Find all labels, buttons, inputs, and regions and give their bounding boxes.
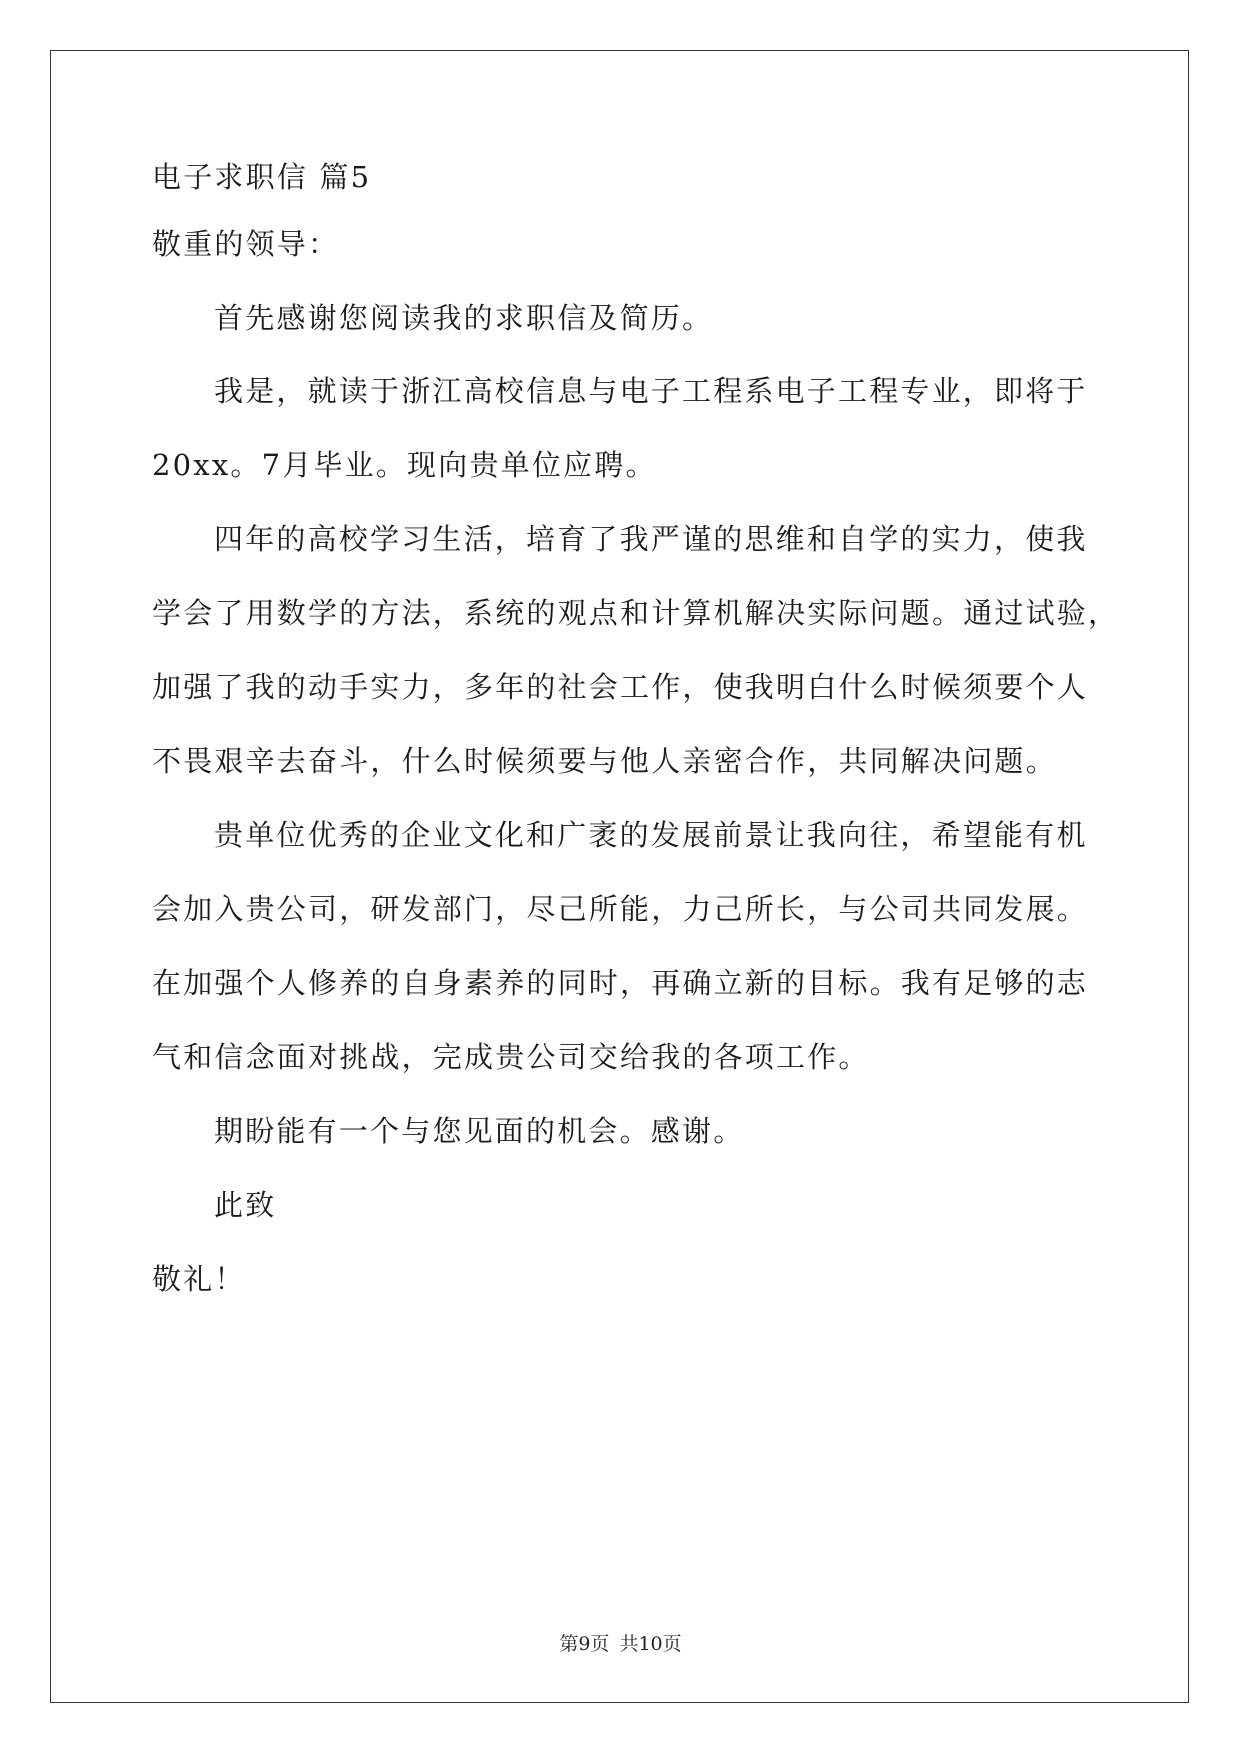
paragraph-line: 加强了我的动手实力，多年的社会工作，使我明白什么时候须要个人 <box>152 670 1089 704</box>
paragraph-line: 首先感谢您阅读我的求职信及简历。 <box>214 301 714 335</box>
document-title: 电子求职信 篇5 <box>152 160 372 194</box>
paragraph-line: 贵单位优秀的企业文化和广袤的发展前景让我向往，希望能有机 <box>214 818 1088 852</box>
paragraph-line: 四年的高校学习生活，培育了我严谨的思维和自学的实力，使我 <box>214 522 1088 556</box>
paragraph-line: 在加强个人修养的自身素养的同时，再确立新的目标。我有足够的志 <box>152 966 1089 1000</box>
paragraph-line: 20xx。7月毕业。现向贵单位应聘。 <box>152 448 657 482</box>
salutation: 敬重的领导： <box>152 227 340 261</box>
page-footer <box>0 1632 1241 1656</box>
paragraph-line: 此致 <box>214 1188 277 1222</box>
closing: 敬礼！ <box>152 1262 246 1296</box>
page-number: 第9页 <box>559 1633 610 1655</box>
paragraph-line: 我是，就读于浙江高校信息与电子工程系电子工程专业，即将于 <box>214 374 1088 408</box>
paragraph-line: 气和信念面对挑战，完成贵公司交给我的各项工作。 <box>152 1040 870 1074</box>
paragraph-line: 不畏艰辛去奋斗，什么时候须要与他人亲密合作，共同解决问题。 <box>152 744 1057 778</box>
total-pages: 共10页 <box>619 1633 682 1655</box>
paragraph-line: 期盼能有一个与您见面的机会。感谢。 <box>214 1114 745 1148</box>
paragraph-line: 会加入贵公司，研发部门，尽己所能，力己所长，与公司共同发展。 <box>152 892 1089 926</box>
paragraph-line: 学会了用数学的方法，系统的观点和计算机解决实际问题。通过试验， <box>152 596 1120 630</box>
